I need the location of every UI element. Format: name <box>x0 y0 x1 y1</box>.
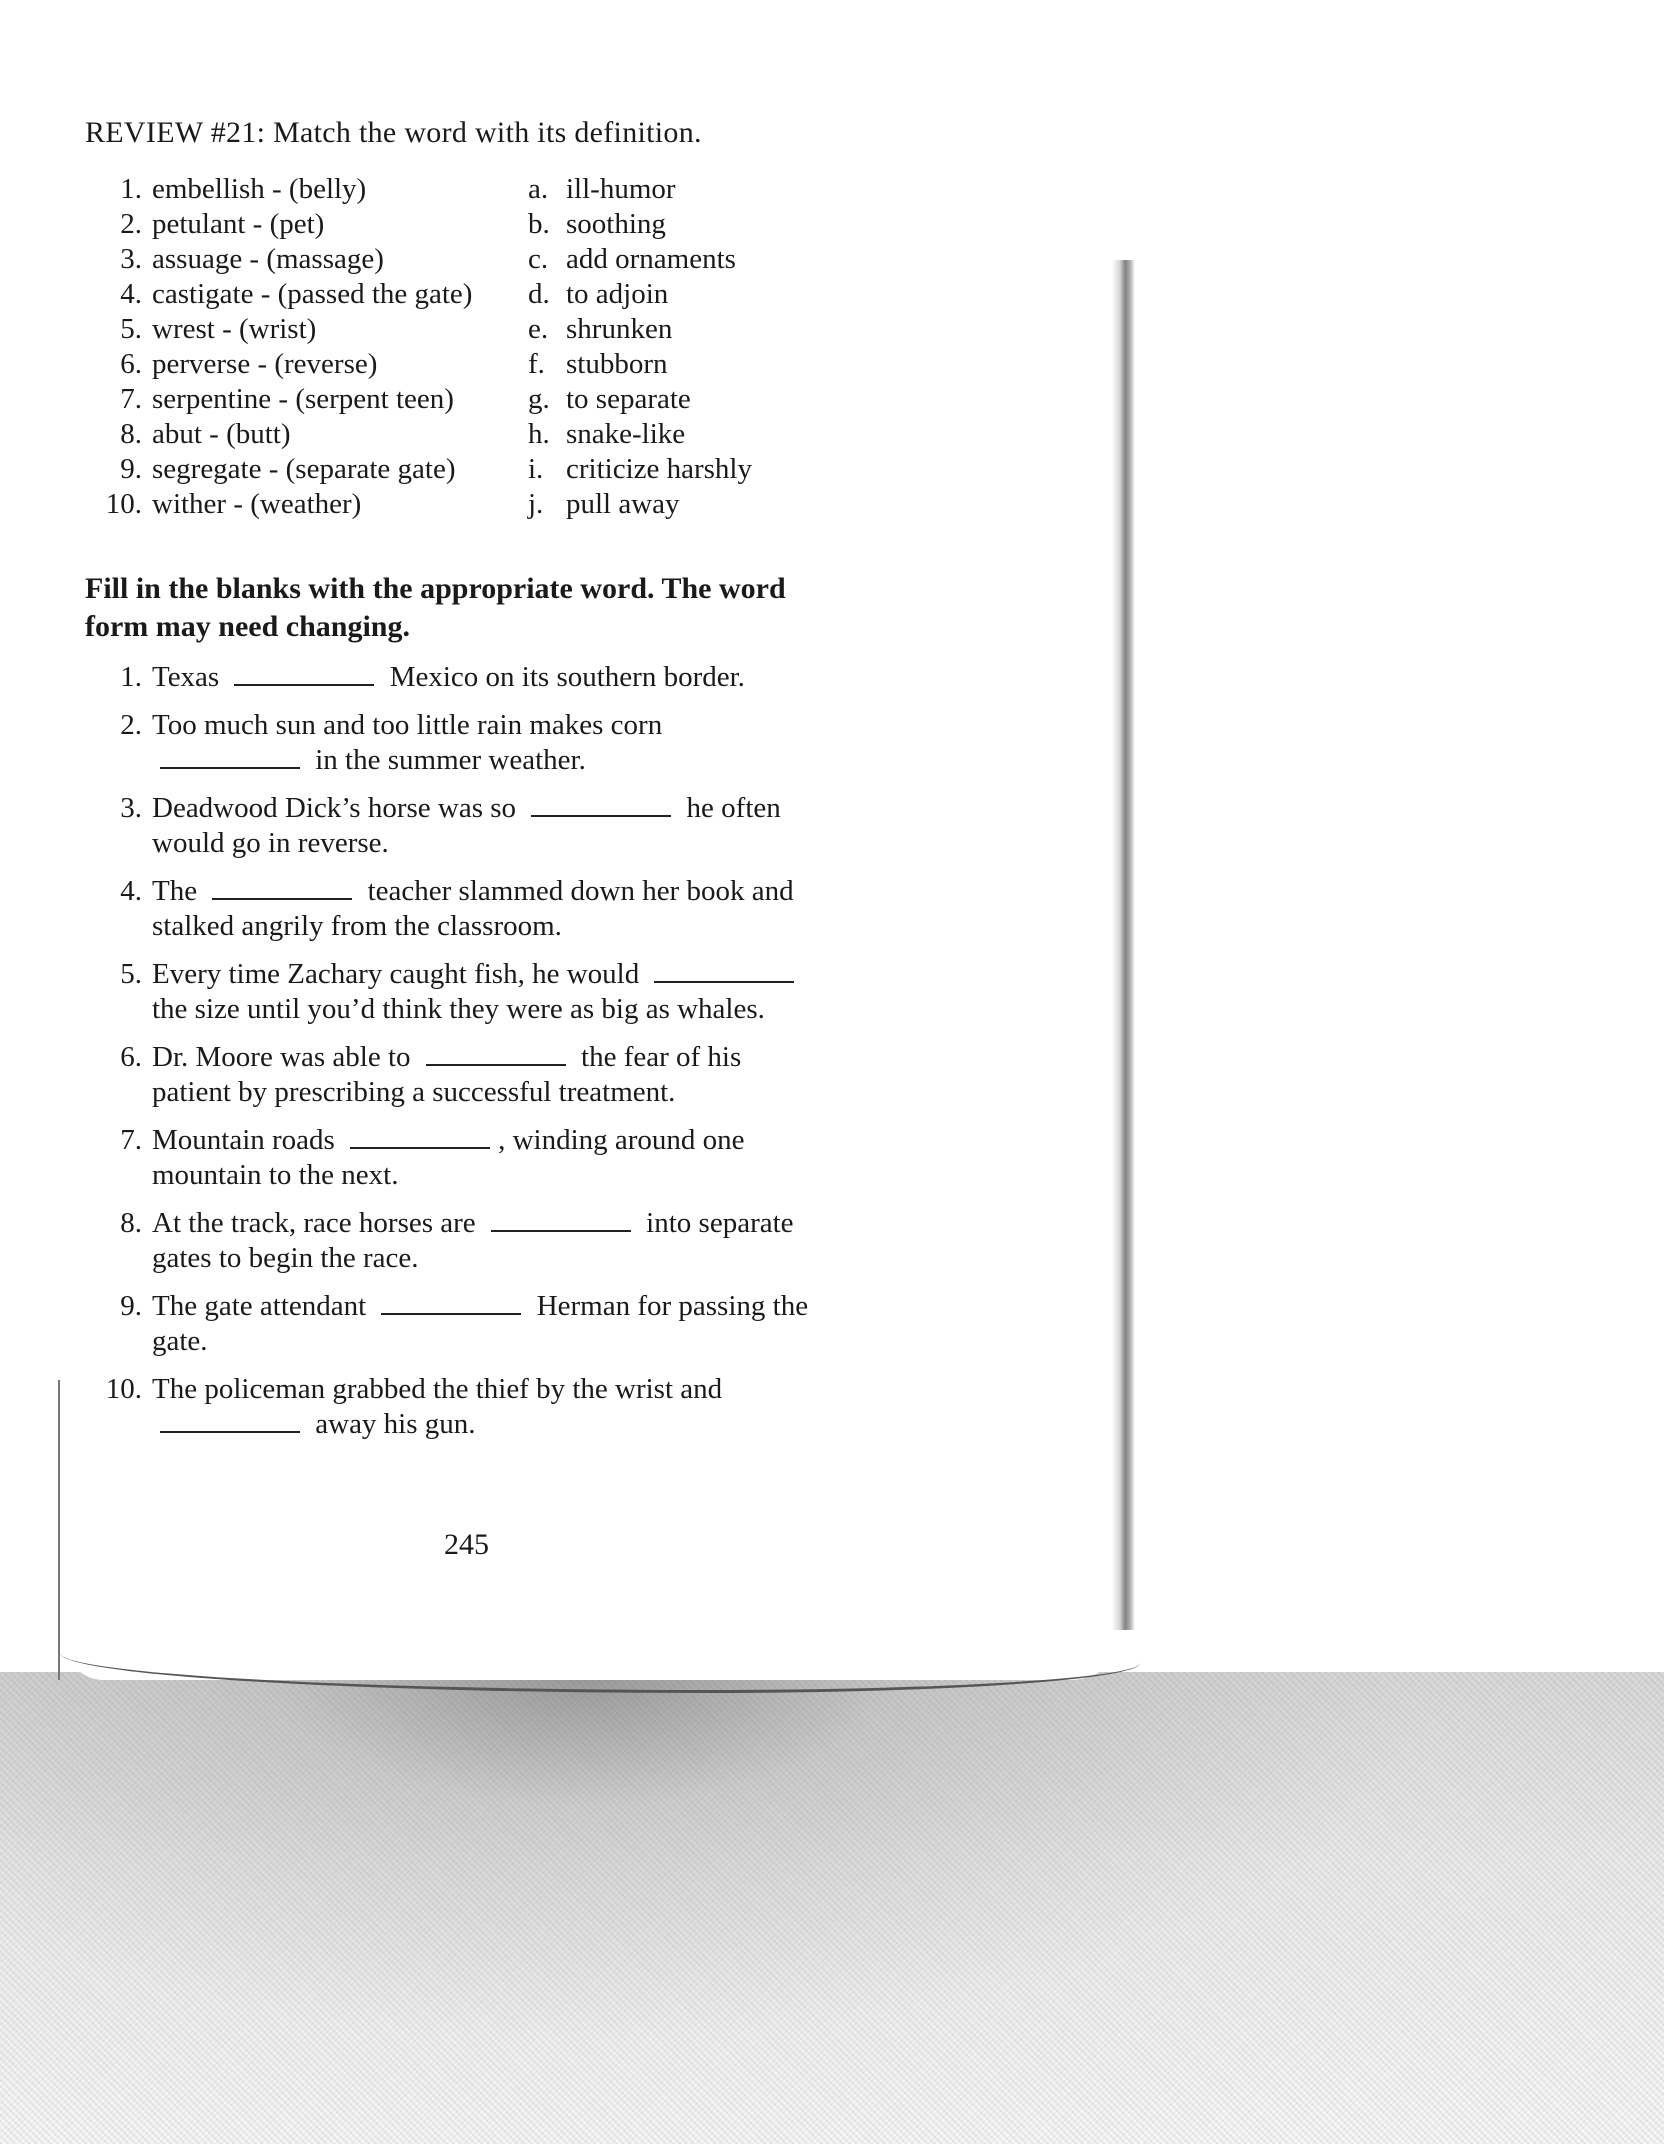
sentence-line: Deadwood Dick’s horse was so he often <box>152 792 781 824</box>
definition-letter: i. <box>528 453 544 485</box>
review-heading: REVIEW #21: Match the word with its definition. <box>85 116 702 149</box>
item-number: 9. <box>120 453 142 485</box>
answer-blank <box>531 791 671 817</box>
definition-letter: c. <box>528 243 549 275</box>
definition-letter: j. <box>528 488 544 520</box>
fill-item <box>90 957 890 1027</box>
match-definition: snake-like <box>566 418 686 450</box>
match-definition: soothing <box>566 208 666 240</box>
item-number: 6. <box>120 348 142 380</box>
answer-blank <box>234 660 374 686</box>
left-margin-marks <box>58 1380 64 1680</box>
match-definition: criticize harshly <box>566 453 752 485</box>
sentence-line: patient by prescribing a successful treatment. <box>152 1076 676 1108</box>
instructions-line-1: Fill in the blanks with the appropriate word. The word <box>85 572 786 605</box>
fill-in-list <box>90 660 890 1455</box>
match-definition: to separate <box>566 383 691 415</box>
answer-blank <box>491 1206 631 1232</box>
match-definition: ill-humor <box>566 173 676 205</box>
item-number: 10. <box>105 488 142 520</box>
answer-blank <box>381 1289 521 1315</box>
item-number: 1. <box>120 661 142 693</box>
match-word: assuage - (massage) <box>152 243 384 275</box>
definition-letter: d. <box>528 278 550 310</box>
match-definition: stubborn <box>566 348 668 380</box>
match-word: castigate - (passed the gate) <box>152 278 473 310</box>
item-number: 10. <box>105 1373 142 1405</box>
match-definition: add ornaments <box>566 243 736 275</box>
answer-blank <box>212 874 352 900</box>
answer-blank <box>160 1407 300 1433</box>
match-definition: shrunken <box>566 313 673 345</box>
match-word: embellish - (belly) <box>152 173 367 205</box>
fill-item <box>90 660 890 695</box>
match-word: wrest - (wrist) <box>152 313 317 345</box>
item-number: 2. <box>120 208 142 240</box>
fill-item <box>90 708 890 778</box>
book-spine-shadow <box>1112 260 1134 1630</box>
item-number: 4. <box>120 278 142 310</box>
match-word: wither - (weather) <box>152 488 362 520</box>
item-number: 1. <box>120 173 142 205</box>
item-number: 5. <box>120 958 142 990</box>
match-definition: pull away <box>566 488 680 520</box>
definition-letter: g. <box>528 383 550 415</box>
answer-blank <box>654 957 794 983</box>
sentence-line: Too much sun and too little rain makes corn <box>152 709 663 741</box>
item-number: 7. <box>120 383 142 415</box>
sentence-line: At the track, race horses are into separate <box>152 1207 794 1239</box>
item-number: 3. <box>120 792 142 824</box>
definition-letter: f. <box>528 348 545 380</box>
item-number: 8. <box>120 1207 142 1239</box>
definition-letter: b. <box>528 208 550 240</box>
item-number: 5. <box>120 313 142 345</box>
match-word: abut - (butt) <box>152 418 291 450</box>
item-number: 3. <box>120 243 142 275</box>
fill-item <box>90 1289 890 1359</box>
item-number: 7. <box>120 1124 142 1156</box>
fill-item <box>90 1372 890 1442</box>
sentence-line: The policeman grabbed the thief by the wrist and <box>152 1373 723 1405</box>
sentence-line: in the summer weather. <box>152 743 890 778</box>
fill-item <box>90 791 890 861</box>
definition-letter: a. <box>528 173 549 205</box>
definition-letter: e. <box>528 313 549 345</box>
sentence-line: The gate attendant Herman for passing the <box>152 1290 809 1322</box>
fill-instructions <box>85 570 885 646</box>
item-number: 9. <box>120 1290 142 1322</box>
fill-item <box>90 874 890 944</box>
sentence-line: Dr. Moore was able to the fear of his <box>152 1041 742 1073</box>
answer-blank <box>160 743 300 769</box>
fill-item <box>90 1040 890 1110</box>
match-definition: to adjoin <box>566 278 669 310</box>
item-number: 4. <box>120 875 142 907</box>
answer-blank <box>350 1123 490 1149</box>
item-number: 2. <box>120 709 142 741</box>
sentence-line: would go in reverse. <box>152 827 389 859</box>
sentence-line: mountain to the next. <box>152 1159 399 1191</box>
sentence-line: the size until you’d think they were as big as whales. <box>152 993 765 1025</box>
instructions-line-2: form may need changing. <box>85 610 410 643</box>
sentence-line: stalked angrily from the classroom. <box>152 910 562 942</box>
sentence-line: The teacher slammed down her book and <box>152 875 794 907</box>
fill-item <box>90 1123 890 1193</box>
fill-item <box>90 1206 890 1276</box>
sentence-line: Mountain roads , winding around one <box>152 1124 745 1156</box>
match-word: perverse - (reverse) <box>152 348 378 380</box>
sentence-line: Texas Mexico on its southern border. <box>152 661 745 693</box>
item-number: 6. <box>120 1041 142 1073</box>
match-word: serpentine - (serpent teen) <box>152 383 454 415</box>
match-word: segregate - (separate gate) <box>152 453 456 485</box>
page-number: 245 <box>444 1528 489 1561</box>
sentence-line: gate. <box>152 1325 208 1357</box>
sentence-line: Every time Zachary caught fish, he would <box>152 957 890 992</box>
match-word: petulant - (pet) <box>152 208 325 240</box>
scan-shadow <box>0 1672 1664 2144</box>
definition-letter: h. <box>528 418 550 450</box>
item-number: 8. <box>120 418 142 450</box>
sentence-line: gates to begin the race. <box>152 1242 419 1274</box>
answer-blank <box>426 1040 566 1066</box>
sentence-line: away his gun. <box>152 1407 890 1442</box>
